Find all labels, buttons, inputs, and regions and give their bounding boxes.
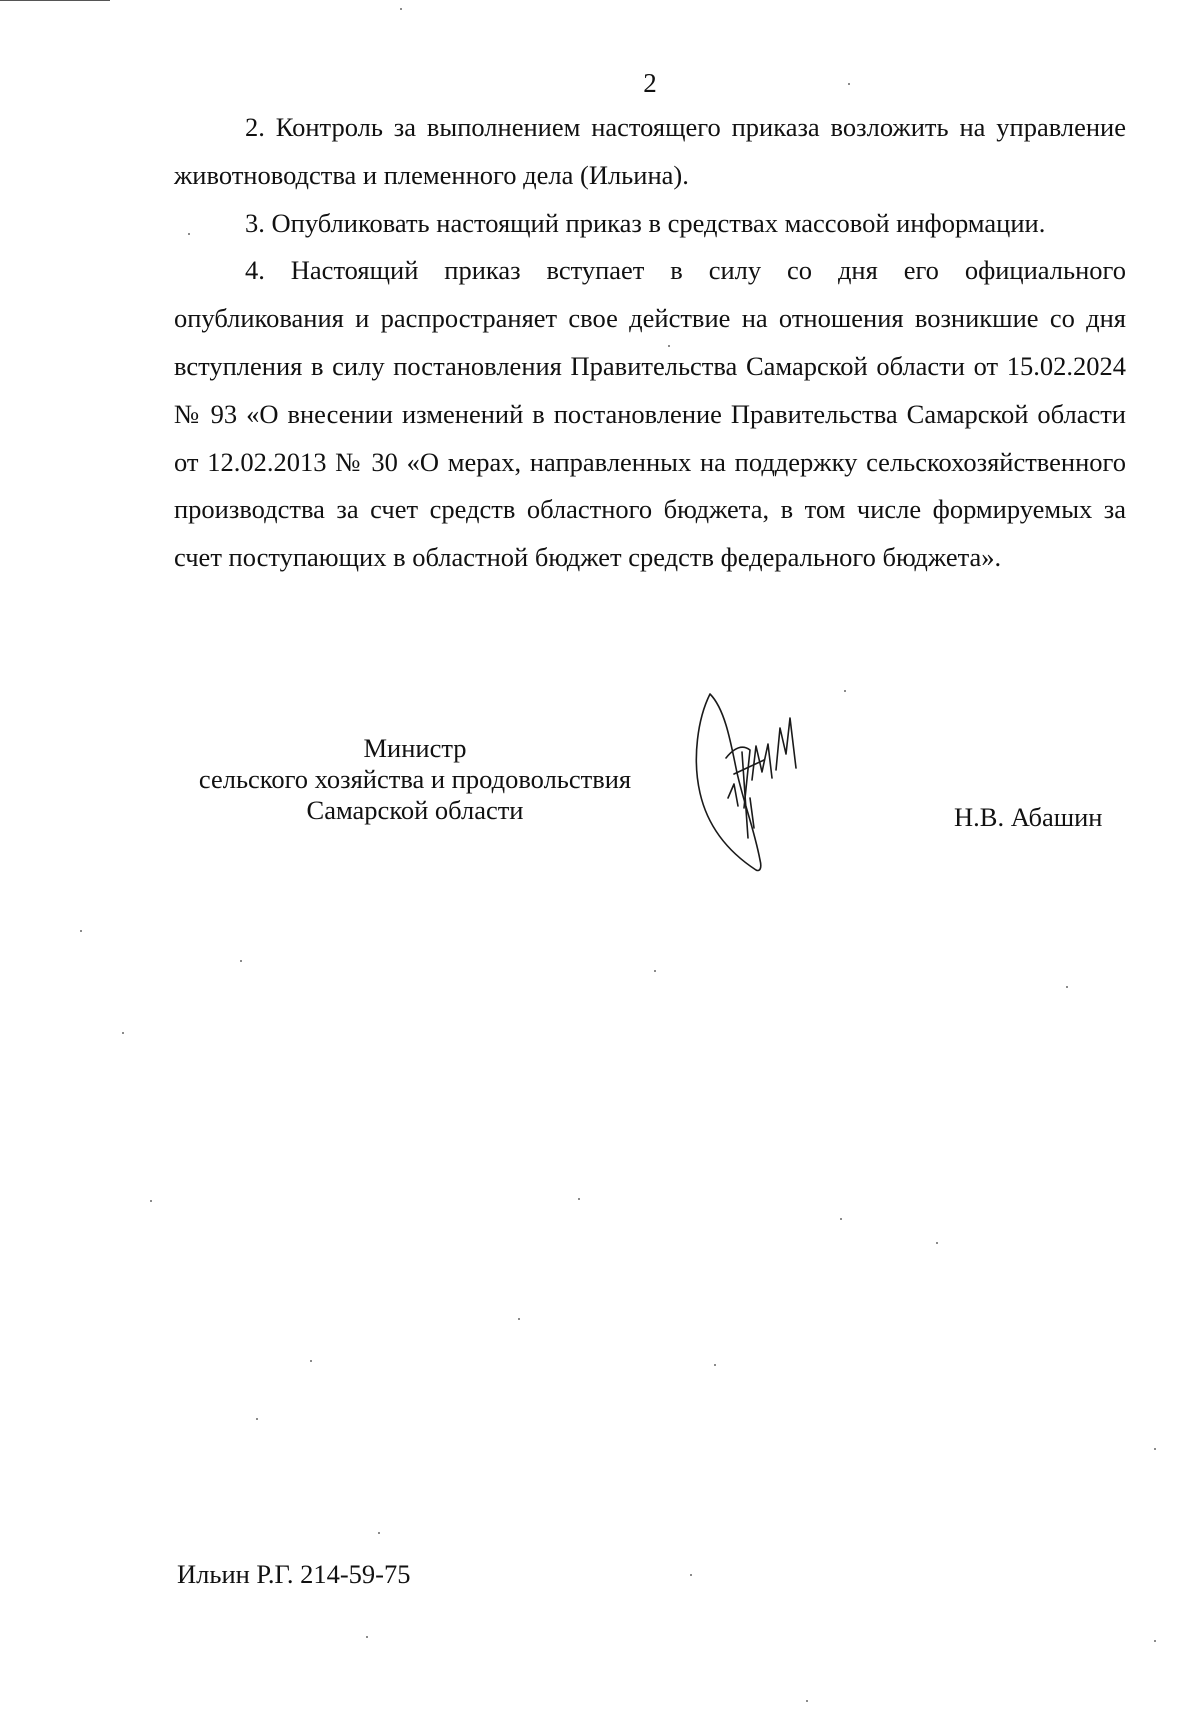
- scan-speck: [122, 1032, 124, 1034]
- signer-name: Н.В. Абашин: [954, 802, 1103, 832]
- paragraph-3: 3. Опубликовать настоящий приказ в средствах массовой информации.: [245, 207, 1046, 238]
- scan-speck: [1154, 1640, 1156, 1642]
- scan-speck: [366, 1636, 368, 1638]
- document-body: [174, 104, 1126, 582]
- scan-speck: [256, 1418, 258, 1420]
- scan-speck: [844, 690, 846, 692]
- scan-speck: [848, 83, 850, 85]
- scan-speck: [400, 8, 402, 10]
- scan-speck: [690, 1574, 692, 1576]
- scan-speck: [150, 1200, 152, 1202]
- scan-edge-line: [0, 0, 110, 1]
- signatory-title-line-3: Самарской области: [306, 795, 524, 825]
- scan-speck: [668, 345, 670, 347]
- scan-speck: [378, 1532, 380, 1534]
- paragraph-2: 2. Контроль за выполнением настоящего приказа возложить на управление животноводства и племенного дела (Ильина).: [174, 112, 1126, 190]
- scan-speck: [806, 1700, 808, 1702]
- signatory-title-line-2: сельского хозяйства и продовольствия: [198, 764, 632, 794]
- scan-speck: [654, 970, 656, 972]
- scan-speck: [188, 233, 190, 235]
- signatory-title: [160, 733, 670, 826]
- scan-speck: [310, 1360, 312, 1362]
- scan-speck: [1066, 986, 1068, 988]
- scan-speck: [936, 1242, 938, 1244]
- scan-speck: [518, 1318, 520, 1320]
- scan-speck: [578, 1198, 580, 1200]
- handwritten-signature: [690, 688, 820, 878]
- paragraph-4: 4. Настоящий приказ вступает в силу со дня его официального опубликования и распространяет свое действие на отношения возникшие со дня вступления в силу постановления Правительства Самарской области от 15.02.2024 № 93 «О внесении изменений в постановление Правительства Самарской области от 12.02.2013 № 30 «О мерах, направленных на поддержку сельскохозяйственного производства за счет средств областного бюджета, в том числе формируемых за счет поступающих в областной бюджет средств федерального бюджета».: [174, 255, 1126, 573]
- scan-speck: [240, 960, 242, 962]
- scan-speck: [1154, 1448, 1156, 1450]
- executor-contact: Ильин Р.Г. 214-59-75: [177, 1559, 411, 1589]
- scan-speck: [840, 1218, 842, 1220]
- scan-speck: [80, 930, 82, 932]
- page-number: 2: [643, 68, 657, 98]
- signatory-title-line-1: Министр: [363, 733, 467, 763]
- scan-speck: [714, 1364, 716, 1366]
